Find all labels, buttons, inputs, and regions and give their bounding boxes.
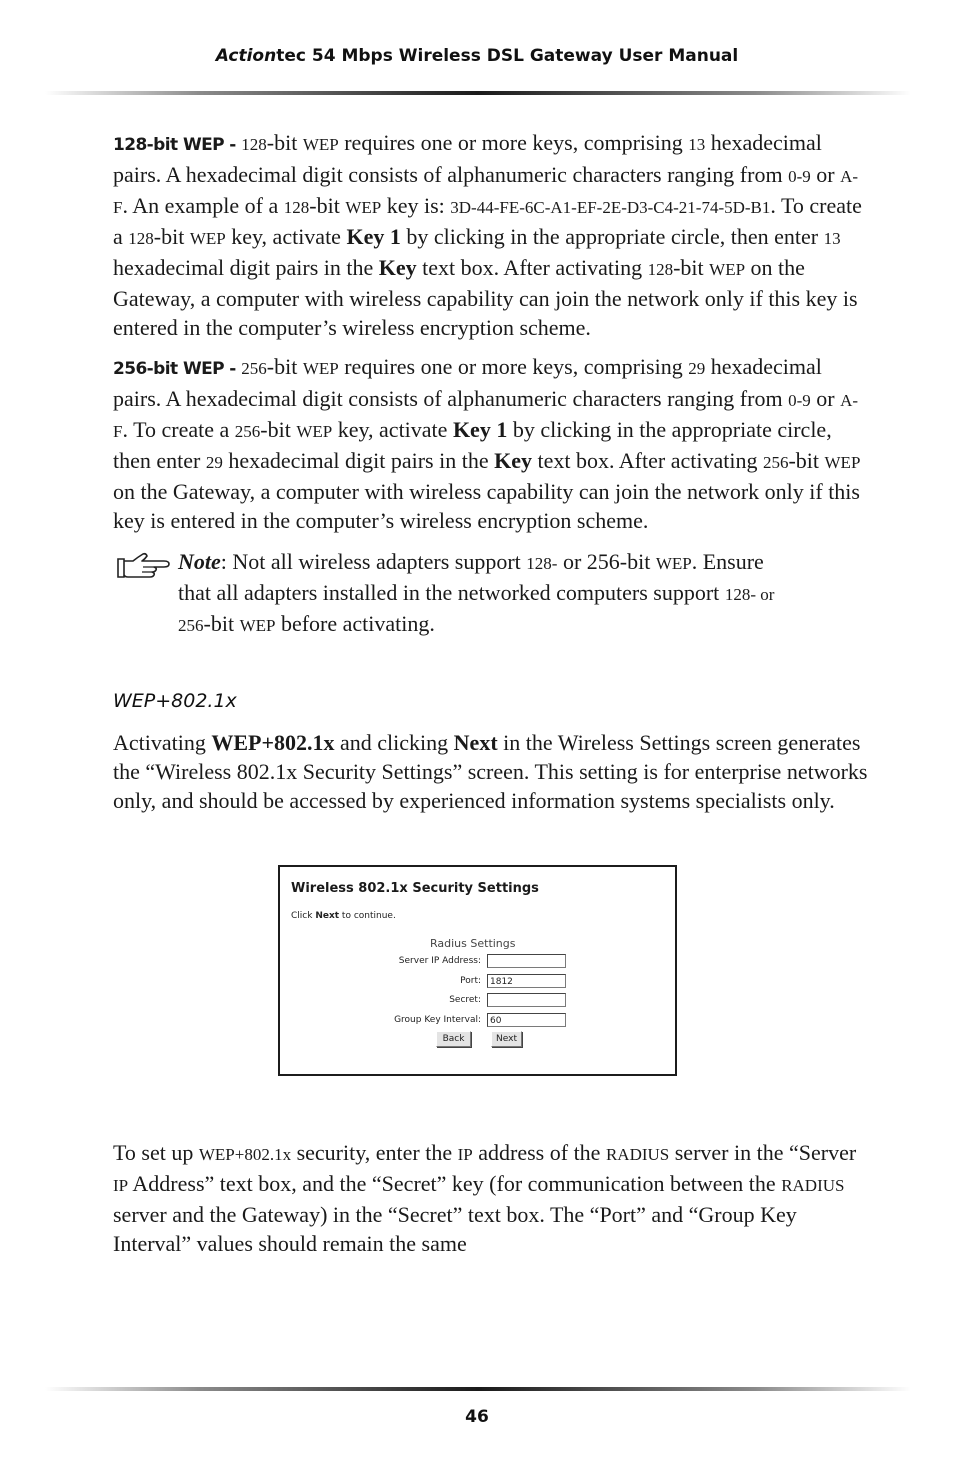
text: key is: xyxy=(381,193,451,218)
text-key-1: Key 1 xyxy=(346,224,401,249)
text-bit: -bit xyxy=(203,611,240,636)
secret-row xyxy=(280,993,675,1009)
label-wep: WEP - xyxy=(182,359,236,379)
text-wep: WEP xyxy=(655,554,692,573)
text: on the Gateway, a computer with wireless capability can join the network only if this key is entered in the computer’s wireless encryption scheme. xyxy=(113,479,860,533)
text-key: Key xyxy=(494,448,533,473)
text-wep: WEP xyxy=(302,135,339,154)
text-128: 128 xyxy=(241,135,267,154)
label-128-bit: 128-bit xyxy=(113,135,178,155)
server-ip-input[interactable] xyxy=(487,954,566,968)
text: before activating. xyxy=(275,611,435,636)
pointing-hand-icon xyxy=(116,550,172,582)
text: by clicking in the appropriate circle, then enter xyxy=(113,417,832,473)
text-ip: IP xyxy=(457,1145,473,1164)
text-radius: RADIUS xyxy=(605,1145,670,1164)
text-bit: -bit xyxy=(309,193,346,218)
text-key: Key xyxy=(378,255,417,280)
text-13: 13 xyxy=(688,135,706,154)
text: To set up xyxy=(113,1140,199,1165)
text: to continue. xyxy=(339,911,396,921)
text-0-9: 0-9 xyxy=(788,391,811,410)
text: requires one or more keys, comprising xyxy=(338,354,689,379)
port-label: Port: xyxy=(460,976,481,986)
paragraph-128-bit-wep xyxy=(113,128,868,342)
text-bit: -bit xyxy=(260,417,297,442)
text: by clicking in the appropriate circle, then enter xyxy=(400,224,824,249)
text-128: 128- xyxy=(724,585,756,604)
group-key-interval-input[interactable]: 60 xyxy=(487,1013,566,1027)
running-header xyxy=(0,46,954,66)
text-a-f: A-F xyxy=(113,391,859,441)
text-wep: WEP xyxy=(345,198,382,217)
text-or: or xyxy=(755,585,775,604)
text: in the Wireless Settings screen generates the “Wireless 802.1x Security Settings” screen. This setting is for enterprise networks only, and should be accessed by experienced information systems specialists only. xyxy=(113,730,868,813)
text: Click xyxy=(291,911,316,921)
back-button[interactable]: Back xyxy=(436,1031,471,1047)
text: hexadecimal pairs. A hexadecimal digit consists of alphanumeric characters ranging from xyxy=(113,354,822,411)
text-29: 29 xyxy=(688,359,706,378)
next-button[interactable]: Next xyxy=(491,1031,522,1047)
screenshot-title: Wireless 802.1x Security Settings xyxy=(291,881,539,896)
text-wep: WEP xyxy=(302,359,339,378)
text: hexadecimal pairs. A hexadecimal digit consists of alphanumeric characters ranging from xyxy=(113,130,822,187)
text-bit: -bit xyxy=(673,255,710,280)
paragraph-wep-8021x xyxy=(113,728,868,815)
text-key-1: Key 1 xyxy=(452,417,508,442)
header-rule xyxy=(45,91,911,95)
footer-rule xyxy=(45,1387,911,1391)
section-heading-wep-8021x: WEP+802.1x xyxy=(113,690,237,712)
text: requires one or more keys, comprising xyxy=(338,130,689,155)
text-wep: WEP xyxy=(709,260,746,279)
text-256: 256 xyxy=(241,359,267,378)
text: key, activate xyxy=(332,417,453,442)
paragraph-256-bit-wep xyxy=(113,352,868,535)
text: security, enter the xyxy=(291,1140,458,1165)
label-wep: WEP - xyxy=(182,135,236,155)
text-256: 256 xyxy=(762,453,789,472)
text: server in the “Server xyxy=(669,1140,857,1165)
text-a-f: A-F xyxy=(113,167,859,217)
security-settings-screenshot xyxy=(278,865,677,1076)
text: hexadecimal digit pairs in the xyxy=(222,448,495,473)
label-256-bit: 256-bit xyxy=(113,359,178,379)
text-wep: WEP xyxy=(296,422,333,441)
text: and clicking xyxy=(334,730,454,755)
text-128: 128 xyxy=(283,198,310,217)
text-wep-8021x: WEP+802.1x xyxy=(211,730,335,755)
secret-label: Secret: xyxy=(449,995,481,1005)
page-number: 46 xyxy=(465,1407,489,1427)
text: or xyxy=(810,386,841,411)
text-ip: IP xyxy=(113,1176,129,1195)
text-128: 128 xyxy=(647,260,674,279)
text: Address” text box, and the “Secret” key (for communication between the xyxy=(128,1171,782,1196)
text-128: 128 xyxy=(128,229,154,248)
text: on the Gateway, a computer with wireless capability can join the network only if this key is entered in the computer’s wireless encryption scheme. xyxy=(113,255,858,340)
text-bit: -bit xyxy=(788,448,825,473)
header-title-text: tec 54 Mbps Wireless DSL Gateway User Manual xyxy=(276,46,739,66)
text: text box. After activating xyxy=(416,255,648,280)
server-ip-row xyxy=(280,954,675,970)
text: hexadecimal digit pairs in the xyxy=(113,255,379,280)
text-256: 256 xyxy=(178,616,204,635)
group-key-interval-label: Group Key Interval: xyxy=(394,1015,481,1025)
paragraph-radius-setup xyxy=(113,1138,868,1258)
text: server and the Gateway) in the “Secret” text box. The “Port” and “Group Key Interval” values should remain the same xyxy=(113,1202,797,1256)
text: . An example of a xyxy=(122,193,284,218)
text-wep: WEP xyxy=(824,453,861,472)
note-label: Note xyxy=(178,549,221,574)
text: . To create a xyxy=(113,193,862,249)
radius-settings-label: Radius Settings xyxy=(430,937,516,950)
port-input[interactable]: 1812 xyxy=(487,974,566,988)
secret-input[interactable] xyxy=(487,993,566,1007)
text-wep: WEP xyxy=(239,616,276,635)
text: key, activate xyxy=(225,224,347,249)
text: or xyxy=(810,162,841,187)
port-row xyxy=(280,974,675,990)
text-wep-8021x: WEP+802.1x xyxy=(198,1145,292,1164)
text-13: 13 xyxy=(823,229,841,248)
text: . Ensure that all adapters installed in the networked computers support xyxy=(178,549,764,605)
group-key-interval-row xyxy=(280,1013,675,1029)
text-wep: WEP xyxy=(189,229,226,248)
text: . To create a xyxy=(122,417,235,442)
text: or 256-bit xyxy=(557,549,656,574)
text: : Not all wireless adapters support xyxy=(220,549,527,574)
text: address of the xyxy=(472,1140,606,1165)
text: text box. After activating xyxy=(532,448,763,473)
text-0-9: 0-9 xyxy=(788,167,811,186)
server-ip-label: Server IP Address: xyxy=(398,956,481,966)
header-brand: Action xyxy=(215,46,277,66)
text-next: Next xyxy=(453,730,498,755)
text-next: Next xyxy=(315,911,340,921)
text-29: 29 xyxy=(205,453,223,472)
note-paragraph xyxy=(178,547,798,640)
text-bit: -bit xyxy=(153,224,190,249)
text-bit: -bit xyxy=(266,130,303,155)
text-bit: -bit xyxy=(266,354,303,379)
text-radius: RADIUS xyxy=(781,1176,845,1195)
screenshot-instruction xyxy=(291,911,396,921)
example-key: 3D-44-FE-6C-A1-EF-2E-D3-C4-21-74-5D-B1 xyxy=(450,198,771,217)
text: Activating xyxy=(113,730,212,755)
text-256: 256 xyxy=(234,422,261,441)
text-128: 128- xyxy=(526,554,558,573)
